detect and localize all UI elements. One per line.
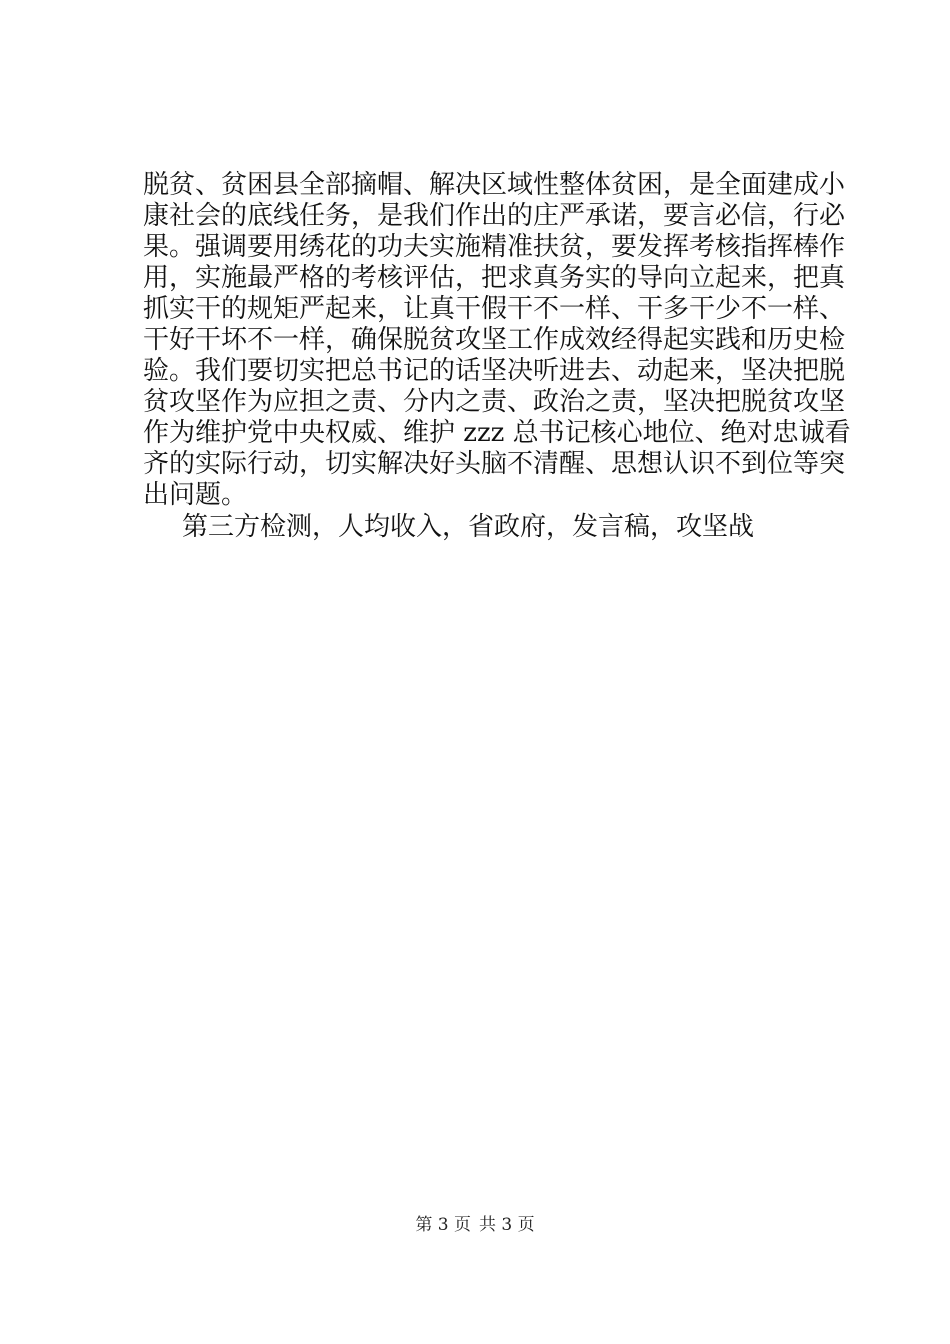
body-line: 验。我们要切实把总书记的话坚决听进去、动起来，坚决把脱 bbox=[143, 356, 846, 386]
body-line: 干好干坏不一样，确保脱贫攻坚工作成效经得起实践和历史检 bbox=[143, 325, 846, 355]
body-paragraph bbox=[143, 170, 851, 511]
body-line: 脱贫、贫困县全部摘帽、解决区域性整体贫困，是全面建成小 bbox=[143, 170, 846, 200]
keywords-line: 第三方检测，人均收入，省政府，发言稿，攻坚战 bbox=[182, 512, 755, 542]
body-line: 出问题。 bbox=[143, 480, 248, 510]
body-line: 抓实干的规矩严起来，让真干假干不一样、干多干少不一样、 bbox=[143, 294, 846, 324]
page-total: 共 3 页 bbox=[479, 1215, 535, 1235]
body-line: 康社会的底线任务，是我们作出的庄严承诺，要言必信，行必 bbox=[143, 201, 846, 231]
body-line: 果。强调要用绣花的功夫实施精准扶贫，要发挥考核指挥棒作 bbox=[143, 232, 846, 262]
page-footer bbox=[0, 1214, 950, 1236]
page-number: 第 3 页 bbox=[415, 1215, 471, 1235]
body-line: 齐的实际行动，切实解决好头脑不清醒、思想认识不到位等突 bbox=[143, 449, 846, 479]
body-line: 用，实施最严格的考核评估，把求真务实的导向立起来，把真 bbox=[143, 263, 846, 293]
body-line: 作为维护党中央权威、维护 zzz 总书记核心地位、绝对忠诚看 bbox=[143, 418, 851, 448]
body-line: 贫攻坚作为应担之责、分内之责、政治之责，坚决把脱贫攻坚 bbox=[143, 387, 846, 417]
